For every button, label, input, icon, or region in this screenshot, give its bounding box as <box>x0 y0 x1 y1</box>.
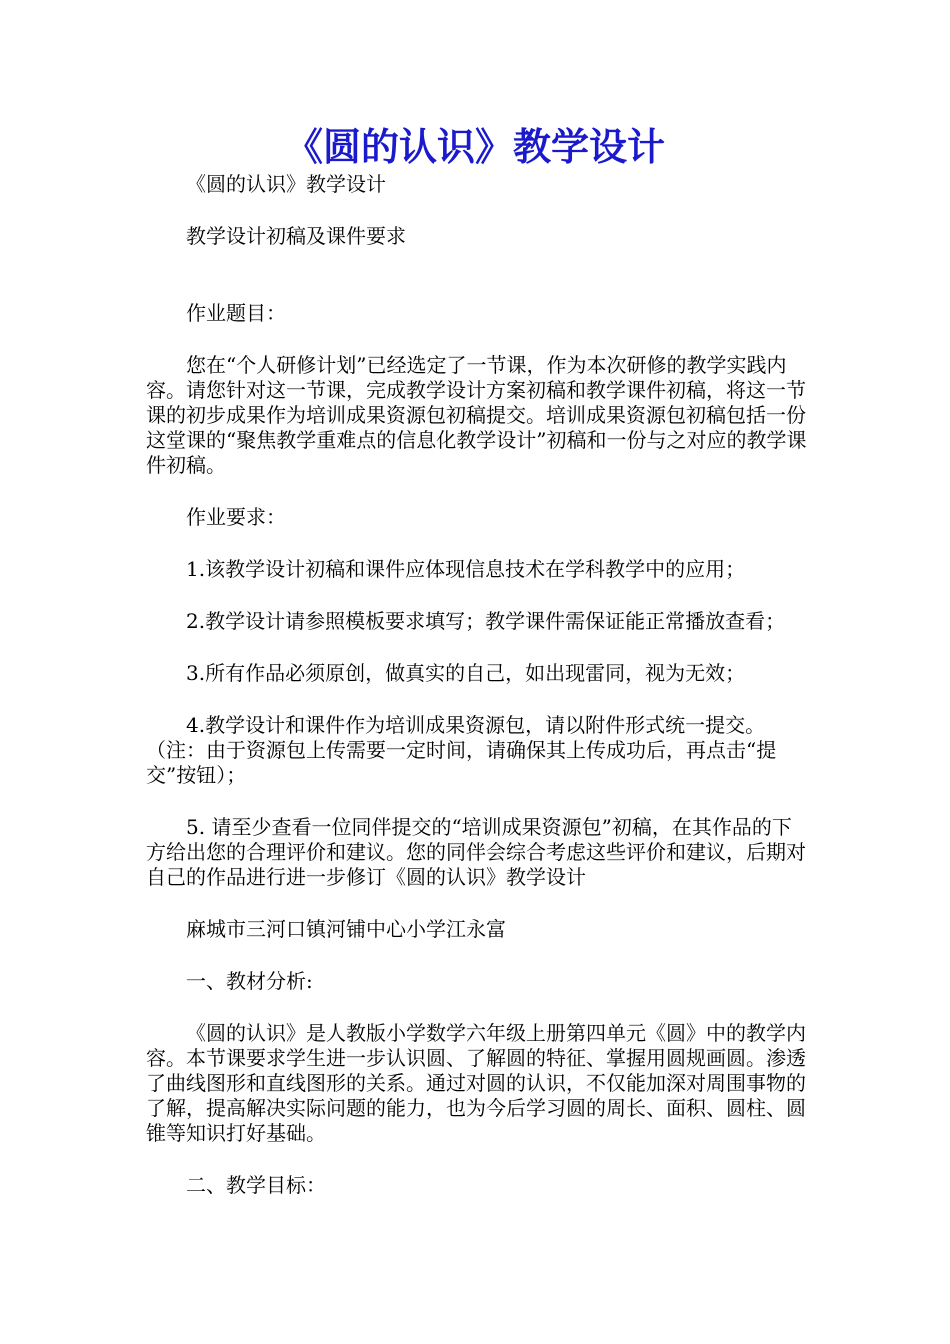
section-heading-textbook-analysis: 一、教材分析: <box>186 969 313 993</box>
requirement-item-2: 2.教学设计请参照模板要求填写；教学课件需保证能正常播放查看； <box>186 609 786 633</box>
assignment-requirements-heading: 作业要求： <box>186 505 286 529</box>
author-line: 麻城市三河口镇河铺中心小学江永富 <box>186 917 506 941</box>
assignment-description-paragraph: 您在“个人研修计划”已经选定了一节课，作为本次研修的教学实践内容。请您针对这一节课，完成教学设计方案初稿和教学课件初稿，将这一节课的初步成果作为培训成果资源包初稿提交。培训成果资源包初稿包括一份这堂课的“聚焦教学重难点的信息化教学设计”初稿和一份与之对应的教学课件初稿。 <box>146 353 807 477</box>
assignment-topic-heading: 作业题目： <box>186 301 286 325</box>
requirement-item-1: 1.该教学设计初稿和课件应体现信息技术在学科教学中的应用； <box>186 557 746 581</box>
document-body <box>146 172 810 1198</box>
requirements-heading: 教学设计初稿及课件要求 <box>186 224 406 248</box>
subtitle-paragraph: 《圆的认识》教学设计 <box>186 172 386 196</box>
textbook-analysis-paragraph: 《圆的认识》是人教版小学数学六年级上册第四单元《圆》中的教学内容。本节课要求学生进一步认识圆、了解圆的特征、掌握用圆规画圆。渗透了曲线图形和直线图形的关系。通过对圆的认识，不仅能加深对周围事物的了解，提高解决实际问题的能力，也为今后学习圆的周长、面积、圆柱、圆锥等知识打好基础。 <box>146 1021 806 1145</box>
requirement-item-4: 4.教学设计和课件作为培训成果资源包，请以附件形式统一提交。（注：由于资源包上传需要一定时间，请确保其上传成功后，再点击“提交”按钮）； <box>146 713 777 787</box>
requirement-item-3: 3.所有作品必须原创，做真实的自己，如出现雷同，视为无效； <box>186 661 746 685</box>
document-title: 《圆的认识》教学设计 <box>284 125 665 169</box>
section-heading-teaching-goals: 二、教学目标： <box>186 1173 326 1197</box>
requirement-item-5: 5. 请至少查看一位同伴提交的“培训成果资源包”初稿，在其作品的下方给出您的合理评价和建议。您的同伴会综合考虑这些评价和建议，后期对自己的作品进行进一步修订《圆的认识》教学设计 <box>146 815 806 889</box>
